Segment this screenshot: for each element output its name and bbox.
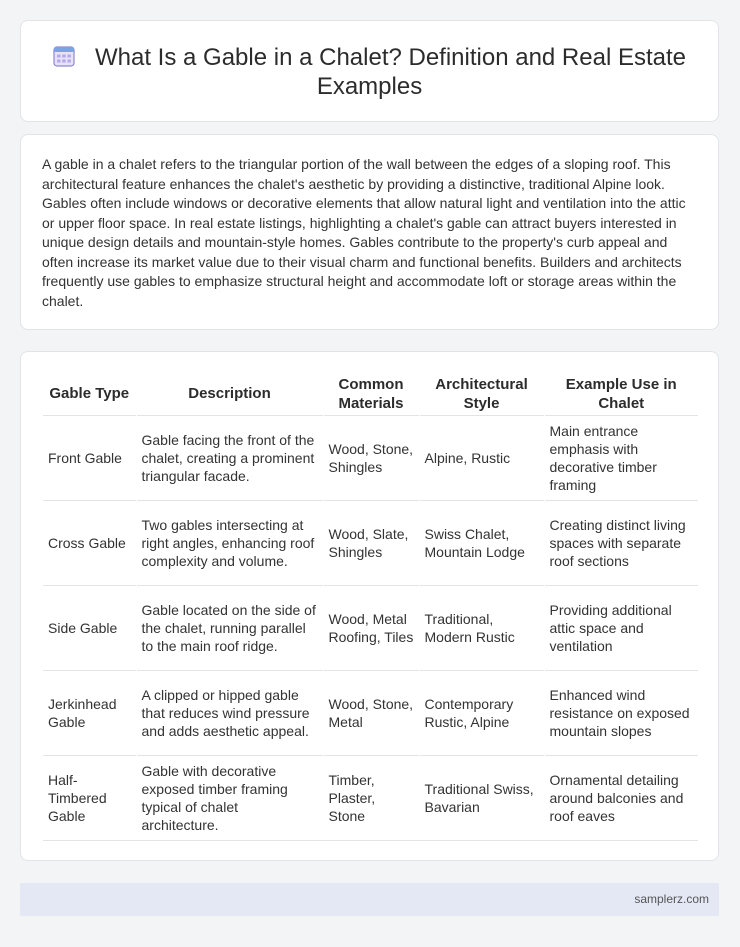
cell-gable-type: Cross Gable [43,500,136,585]
title-text: What Is a Gable in a Chalet? Definition and Real Estate Examples [95,44,686,100]
cell-style: Traditional, Modern Rustic [419,585,544,670]
cell-gable-type: Jerkinhead Gable [43,670,136,755]
cell-style: Contemporary Rustic, Alpine [419,670,544,755]
table-row [43,415,698,500]
page-title [21,43,718,101]
intro-paragraph: A gable in a chalet refers to the triangular portion of the wall between the edges of a sloping roof. This architectural feature enhances the chalet's aesthetic by providing a distinctive, traditional Alpine look. Gables often include windows or decorative elements that allow natural light and ventilation into the attic or upper floor space. In real estate listings, highlighting a chalet's gable can attract buyers interested in unique design details and mountain-style homes. Gables contribute to the property's curb appeal and often increase its market value due to their visual charm and functional benefits. Builders and architects frequently use gables to emphasize structural height and accommodate loft or storage areas within the chalet. [42,156,686,309]
header-common-materials: Common Materials [323,373,419,415]
table-row [43,500,698,585]
cell-gable-type: Side Gable [43,585,136,670]
cell-materials: Timber, Plaster, Stone [323,755,419,840]
header-description: Description [136,373,323,415]
cell-example-use: Providing additional attic space and ventilation [544,585,698,670]
cell-materials: Wood, Stone, Metal [323,670,419,755]
cell-materials: Wood, Metal Roofing, Tiles [323,585,419,670]
cell-example-use: Creating distinct living spaces with separate roof sections [544,500,698,585]
title-card [20,20,719,122]
cell-gable-type: Half-Timbered Gable [43,755,136,840]
cell-materials: Wood, Slate, Shingles [323,500,419,585]
cell-gable-type: Front Gable [43,415,136,500]
cell-materials: Wood, Stone, Shingles [323,415,419,500]
header-example-use: Example Use in Chalet [544,373,698,415]
cell-style: Swiss Chalet, Mountain Lodge [419,500,544,585]
cell-description: Gable with decorative exposed timber framing typical of chalet architecture. [136,755,323,840]
gable-types-table [43,373,698,841]
cell-example-use: Ornamental detailing around balconies and roof eaves [544,755,698,840]
cell-example-use: Main entrance emphasis with decorative timber framing [544,415,698,500]
table-row [43,585,698,670]
header-gable-type: Gable Type [49,385,130,403]
cell-style: Alpine, Rustic [419,415,544,500]
cell-description: Two gables intersecting at right angles, enhancing roof complexity and volume. [136,500,323,585]
footer-bar [20,883,719,916]
intro-card [20,134,719,330]
table-header-row [43,373,698,415]
table-card [20,351,719,861]
table-row [43,670,698,755]
cell-description: Gable facing the front of the chalet, creating a prominent triangular facade. [136,415,323,500]
document-grid-icon [53,45,75,67]
table-row [43,755,698,840]
cell-description: Gable located on the side of the chalet, running parallel to the main roof ridge. [136,585,323,670]
cell-style: Traditional Swiss, Bavarian [419,755,544,840]
cell-description: A clipped or hipped gable that reduces wind pressure and adds aesthetic appeal. [136,670,323,755]
footer-site-link[interactable]: samplerz.com [634,892,709,906]
header-architectural-style: Architectural Style [419,373,544,415]
cell-example-use: Enhanced wind resistance on exposed mountain slopes [544,670,698,755]
